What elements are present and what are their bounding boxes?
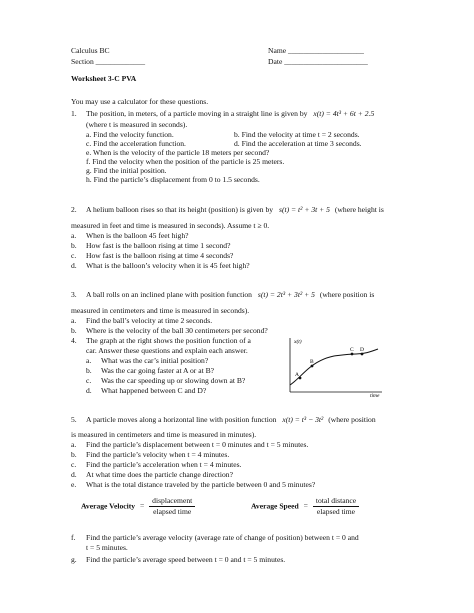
q2-part-c: c. How fast is the balloon rising at time 4 seconds? [71,251,234,260]
q2-part-b: b. How fast is the balloon rising at time 1 second? [71,241,231,250]
q3-part-a: a. Find the ball’s velocity at time 2 seconds. [71,316,213,325]
graph-label-a: A [295,372,299,378]
q4-prompt: The graph at the right shows the position function of a [86,336,251,345]
graph-label-c: C [350,347,354,353]
graph-x-label: time [370,393,380,398]
avg-speed-fraction [313,497,359,515]
q1-part-e: e. When is the velocity of the particle 18 meters per second? [86,148,270,157]
q3-text [86,291,374,299]
q1-part-b: b. Find the velocity at time t = 2 seconds. [234,130,360,139]
q5-part-e: e. What is the total distance traveled by the particle between 0 and 5 minutes? [71,480,316,489]
q2-prompt-tail: (where height is [334,205,384,214]
worksheet-title: Worksheet 3-C PVA [71,74,137,83]
q4-part-a: a. What was the car’s initial position? [86,356,209,365]
q2-units: measured in feet and time is measured in seconds). Assume t ≥ 0. [71,221,270,230]
q5-part-g: g. Find the particle’s average speed between t = 0 and t = 5 minutes. [71,555,286,564]
q5-part-f-cont: t = 5 minutes. [86,543,128,552]
section-field-label: Section _____________ [71,57,146,66]
q1-part-h: h. Find the particle’s displacement from 0 to 1.5 seconds. [86,175,260,184]
q1-units: (where t is measured in seconds). [86,120,188,129]
q4-prompt-2: car. Answer these questions and explain each answer. [86,346,248,355]
graph-point-a [299,377,302,380]
q2-prompt: A helium balloon rises so that its height (position) is given by [86,205,274,214]
avg-velocity-fraction [149,497,195,515]
graph-point-c [351,353,354,356]
q5-part-c: c. Find the particle’s acceleration when t = 4 minutes. [71,460,242,469]
q5-part-a: a. Find the particle’s displacement between t = 0 minutes and t = 5 minutes. [71,440,309,449]
intro-text: You may use a calculator for these questions. [71,97,209,106]
position-graph [286,336,386,398]
avg-speed-denominator: elapsed time [316,506,356,516]
q1-part-f: f. Find the velocity when the position of the particle is 25 meters. [86,157,285,166]
q2-part-d: d. What is the balloon’s velocity when it is 45 feet high? [71,261,250,270]
q2-number: 2. [71,205,77,214]
q1-formula: x(t) = 4t³ + 6t + 2.5 [313,109,375,118]
q4-part-d: d. What happened between C and D? [86,386,207,395]
q5-part-d: d. At what time does the particle change direction? [71,470,233,479]
course-name: Calculus BC [71,46,110,55]
q2-formula: s(t) = t² + 3t + 5 [279,205,330,214]
q4-part-b: b. Was the car going faster at A or at B? [86,366,215,375]
avg-velocity-formula: Average Velocity = $\frac{\text{displacement}}{\text{elapsed time}}$ [81,497,195,515]
avg-speed-label: Average Speed [251,501,299,511]
name-field-label: Name ____________________ [268,46,364,55]
q5-formula: x(t) = t³ − 3t² [282,415,324,424]
date-field-label: Date ______________________ [268,57,368,66]
q3-part-b: b. Where is the velocity of the ball 30 centimeters per second? [71,326,268,335]
q5-text [86,416,376,424]
q1-text [86,110,374,118]
avg-velocity-denominator: elapsed time [153,506,192,516]
avg-velocity-label: Average Velocity [81,501,136,511]
avg-velocity-numerator: displacement [149,497,195,507]
q4-part-c: c. Was the car speeding up or slowing down at B? [86,376,246,385]
q4-number: 4. [71,336,77,345]
q5-number: 5. [71,415,77,424]
q5-prompt: A particle moves along a horizontal line with position function [86,415,277,424]
graph-y-label: x(t) [294,339,302,345]
q1-part-c: c. Find the acceleration function. [86,139,186,148]
q1-number: 1. [71,109,77,118]
q5-units: is measured in centimeters and time is measured in minutes). [71,430,257,439]
q3-prompt-tail: (where position is [319,290,375,299]
position-curve [290,349,378,385]
q5-part-f: f. Find the particle’s average velocity (average rate of change of position) between t = 0 and [71,533,359,542]
q2-part-a: a. When is the balloon 45 feet high? [71,231,189,240]
q2-text [86,206,384,214]
graph-point-d [361,353,364,356]
q3-prompt: A ball rolls on an inclined plane with position function [86,290,252,299]
q5-prompt-tail: (where position [328,415,376,424]
graph-label-b: B [310,359,314,365]
q3-number: 3. [71,290,77,299]
q3-units: measured in centimeters and time is measured in seconds). [71,306,250,315]
q5-part-b: b. Find the particle’s velocity when t = 4 minutes. [71,450,230,459]
q1-part-g: g. Find the initial position. [86,166,167,175]
graph-label-d: D [360,347,364,353]
q1-prompt: The position, in meters, of a particle moving in a straight line is given by [86,109,308,118]
q1-part-d: d. Find the acceleration at time 3 seconds. [234,139,362,148]
avg-speed-numerator: total distance [313,497,359,507]
q3-formula: s(t) = 2t³ + 3t² + 5 [257,290,315,299]
q1-part-a: a. Find the velocity function. [86,130,174,139]
graph-point-b [311,365,314,368]
avg-speed-formula: Average Speed = $\frac{\text{total distance}}{\text{elapsed time}}$ [251,497,359,515]
